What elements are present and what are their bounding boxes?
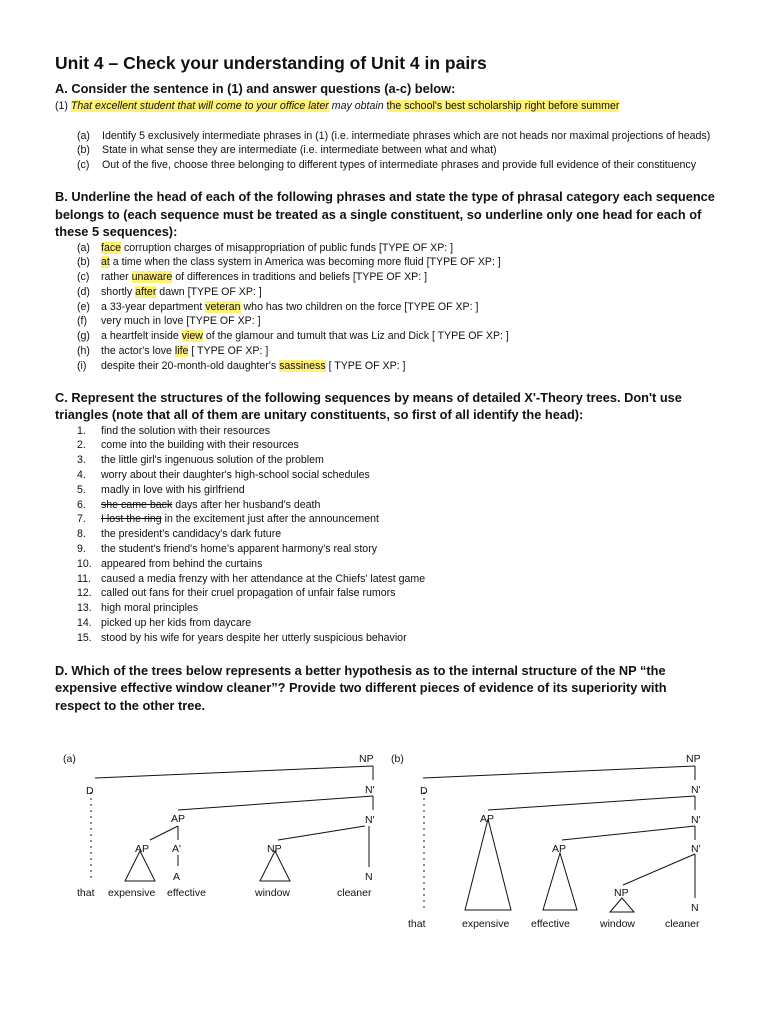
tree-b-ap-2: AP	[552, 843, 567, 855]
phrase-head: sassiness	[279, 359, 326, 372]
phrase-pre: shortly	[101, 285, 136, 298]
sequence-marker: 6.	[77, 498, 86, 511]
tree-a-word-expensive: expensive	[108, 887, 156, 899]
phrase-item	[55, 270, 715, 285]
tree-a-word-cleaner: cleaner	[337, 887, 372, 899]
tree-a-abar: A'	[172, 843, 182, 855]
sequence-item	[55, 512, 715, 527]
phrase-post: [ TYPE OF XP: ]	[188, 345, 269, 358]
sequence-item	[55, 527, 715, 542]
sequence-item	[55, 483, 715, 498]
tree-a-diagram	[55, 750, 395, 910]
phrase-item	[55, 285, 715, 300]
phrase-pre: a 33-year department	[101, 300, 206, 313]
tree-b-n: N	[691, 902, 699, 914]
phrase-marker: (c)	[77, 271, 90, 284]
tree-b-word-effective: effective	[531, 918, 570, 930]
sequence-item	[55, 438, 715, 453]
tree-b-diagram	[388, 750, 718, 940]
tree-b-d: D	[420, 785, 428, 797]
sentence-object: the school's best scholarship	[386, 99, 522, 112]
phrase-marker: (b)	[77, 256, 90, 269]
question-marker: (c)	[77, 158, 90, 171]
section-d	[55, 662, 715, 715]
phrase-marker: (f)	[77, 315, 87, 328]
sequence-item	[55, 557, 715, 572]
phrase-head: life	[174, 345, 189, 358]
sequence-marker: 15.	[77, 631, 92, 644]
tree-a-nbar-1: N'	[365, 784, 375, 796]
example-sentence	[55, 99, 715, 113]
sequence-item	[55, 601, 715, 616]
section-c-items	[55, 424, 715, 646]
tree-b-word-that: that	[408, 918, 426, 930]
sequence-marker: 2.	[77, 439, 86, 452]
phrase-post: dawn [TYPE OF XP: ]	[156, 285, 262, 298]
sequence-marker: 14.	[77, 617, 92, 630]
sequence-marker: 7.	[77, 513, 86, 526]
sentence-number: (1)	[55, 99, 71, 112]
tree-a-word-window: window	[255, 887, 291, 899]
sentence-subject: That excellent student that will come to your office later	[70, 99, 329, 112]
question-item	[55, 143, 715, 158]
phrase-post: who has two children on the force [TYPE OF XP: ]	[240, 300, 479, 313]
sequence-text: stood by his wife for years despite her utterly suspicious behavior	[101, 631, 407, 644]
sentence-adjunct: right before summer	[521, 99, 620, 112]
phrase-pre: rather	[101, 271, 132, 284]
phrase-post: a time when the class system in America was becoming more fluid [TYPE OF XP: ]	[109, 256, 501, 269]
phrase-item	[55, 241, 715, 256]
tree-b-np-root: NP	[686, 753, 701, 765]
sequence-item	[55, 453, 715, 468]
sequence-item	[55, 631, 715, 646]
tree-a-np-2: NP	[267, 843, 282, 855]
section-b	[55, 188, 715, 374]
phrase-head: after	[135, 285, 157, 298]
question-item	[55, 158, 715, 173]
question-item	[55, 129, 715, 144]
section-a	[55, 80, 715, 172]
sequence-item	[55, 468, 715, 483]
tree-b-nbar-1: N'	[691, 784, 701, 796]
sequence-text: madly in love with his girlfriend	[101, 483, 245, 496]
phrase-post: [ TYPE OF XP: ]	[325, 359, 406, 372]
section-b-items	[55, 241, 715, 374]
tree-a-label: (a)	[63, 753, 76, 765]
phrase-post: of the glamour and tumult that was Liz and Dick [ TYPE OF XP: ]	[202, 330, 509, 343]
phrase-pre: the actor's love	[101, 345, 175, 358]
sequence-marker: 3.	[77, 454, 86, 467]
sequence-marker: 4.	[77, 469, 86, 482]
question-marker: (b)	[77, 144, 90, 156]
sequence-item	[55, 424, 715, 439]
tree-a-word-that: that	[77, 887, 95, 899]
phrase-pre: a heartfelt inside	[101, 330, 182, 343]
sequence-text: the president's candidacy's dark future	[101, 528, 282, 541]
phrase-head: face	[101, 241, 122, 254]
sequence-item	[55, 616, 715, 631]
tree-a-nbar-2: N'	[365, 814, 375, 826]
sequence-marker: 13.	[77, 602, 92, 615]
tree-b-nbar-3: N'	[691, 843, 701, 855]
sequence-text: picked up her kids from daycare	[101, 617, 252, 630]
sequence-item	[55, 542, 715, 557]
tree-a-np-root: NP	[359, 753, 374, 765]
sequence-text: days after her husband's death	[172, 498, 321, 511]
worksheet	[55, 52, 715, 714]
sequence-text: called out fans for their cruel propagation of unfair false rumors	[101, 587, 396, 600]
tree-b-nbar-2: N'	[691, 814, 701, 826]
sequence-struck-text: she came back	[101, 498, 173, 511]
phrase-head: unaware	[131, 271, 173, 284]
section-c	[55, 389, 715, 646]
tree-a	[55, 750, 395, 915]
sequence-item	[55, 586, 715, 601]
sequence-text: come into the building with their resources	[101, 439, 299, 452]
phrase-item	[55, 300, 715, 315]
phrase-item	[55, 314, 715, 329]
tree-a-ap-2: AP	[135, 843, 150, 855]
sequence-item	[55, 498, 715, 513]
sequence-text: worry about their daughter's high-school social schedules	[101, 469, 370, 482]
sequence-marker: 12.	[77, 587, 92, 600]
sequence-text: high moral principles	[101, 602, 199, 615]
phrase-marker: (e)	[77, 300, 90, 313]
section-b-heading: B. Underline the head of each of the following phrases and state the type of phrasal category each sequence belongs to (each sequence must be treated as a single constituent, so underline only one head for each of these 5 sequences):	[55, 189, 715, 239]
sentence-modal: may	[328, 99, 355, 112]
sequence-text: the little girl's ingenuous solution of the problem	[101, 454, 324, 467]
tree-b-word-cleaner: cleaner	[665, 918, 700, 930]
tree-a-a: A	[173, 871, 181, 883]
tree-b-ap-1: AP	[480, 813, 495, 825]
sentence-verb-start: obtain	[354, 99, 387, 112]
phrase-post: of differences in traditions and beliefs [TYPE OF XP: ]	[172, 271, 428, 284]
phrase-item	[55, 344, 715, 359]
question-text: Identify 5 exclusively intermediate phrases in (1) (i.e. intermediate phrases which are not heads nor maximal projections of heads)	[102, 129, 711, 142]
section-a-heading: A. Consider the sentence in (1) and answer questions (a-c) below:	[55, 81, 456, 96]
section-c-heading: C. Represent the structures of the following sequences by means of detailed X'-Theory trees. Don't use triangles (note that all of them are unitary constituents, so first of all identify the head):	[55, 389, 682, 423]
sequence-text: in the excitement just after the announcement	[161, 513, 379, 526]
phrase-marker: (h)	[77, 345, 90, 358]
section-a-questions	[55, 129, 715, 173]
tree-a-d: D	[86, 785, 94, 797]
tree-b-word-window: window	[600, 918, 636, 930]
phrase-head: veteran	[205, 300, 241, 313]
phrase-marker: (a)	[77, 241, 90, 254]
phrase-post: corruption charges of misappropriation of public funds [TYPE OF XP: ]	[121, 241, 454, 254]
tree-a-ap-1: AP	[171, 813, 186, 825]
tree-b-np-2: NP	[614, 887, 629, 899]
tree-b-label: (b)	[391, 753, 404, 765]
sequence-text: find the solution with their resources	[101, 424, 270, 437]
section-d-heading: D. Which of the trees below represents a better hypothesis as to the internal structure of the NP “the expensive effective window cleaner”? Provide two different pieces of evidence of its superiority with respect to the other tree.	[55, 662, 667, 713]
question-text: State in what sense they are intermediate (i.e. intermediate between what and what)	[102, 144, 497, 156]
tree-a-word-effective: effective	[167, 887, 206, 899]
sequence-text: the student's friend's home's apparent harmony's real story	[101, 543, 378, 556]
tree-b	[388, 750, 718, 945]
phrase-item	[55, 329, 715, 344]
phrase-item	[55, 255, 715, 270]
phrase-pre: very much in love [TYPE OF XP: ]	[101, 315, 261, 328]
sequence-text: caused a media frenzy with her attendance at the Chiefs' latest game	[101, 572, 426, 585]
phrase-marker: (i)	[77, 359, 87, 372]
sequence-marker: 9.	[77, 543, 86, 556]
phrase-head: view	[181, 330, 203, 343]
sequence-marker: 11.	[77, 572, 91, 585]
tree-b-word-expensive: expensive	[462, 918, 510, 930]
sequence-marker: 5.	[77, 483, 86, 496]
sequence-marker: 8.	[77, 528, 86, 541]
sequence-struck-text: I lost the ring	[101, 513, 162, 526]
sequence-marker: 1.	[77, 424, 86, 437]
sequence-item	[55, 572, 715, 587]
tree-a-n: N	[365, 871, 373, 883]
sequence-marker: 10.	[77, 557, 92, 570]
sequence-text: appeared from behind the curtains	[101, 557, 263, 570]
phrase-marker: (d)	[77, 285, 90, 298]
page-title: Unit 4 – Check your understanding of Unit 4 in pairs	[55, 53, 487, 73]
phrase-pre: despite their 20-month-old daughter's	[101, 359, 280, 372]
question-marker: (a)	[77, 129, 90, 142]
question-text: Out of the five, choose three belonging to different types of intermediate phrases and provide full evidence of their constituency	[102, 158, 697, 171]
phrase-marker: (g)	[77, 330, 90, 343]
phrase-item	[55, 359, 715, 374]
phrase-head: at	[101, 256, 110, 269]
